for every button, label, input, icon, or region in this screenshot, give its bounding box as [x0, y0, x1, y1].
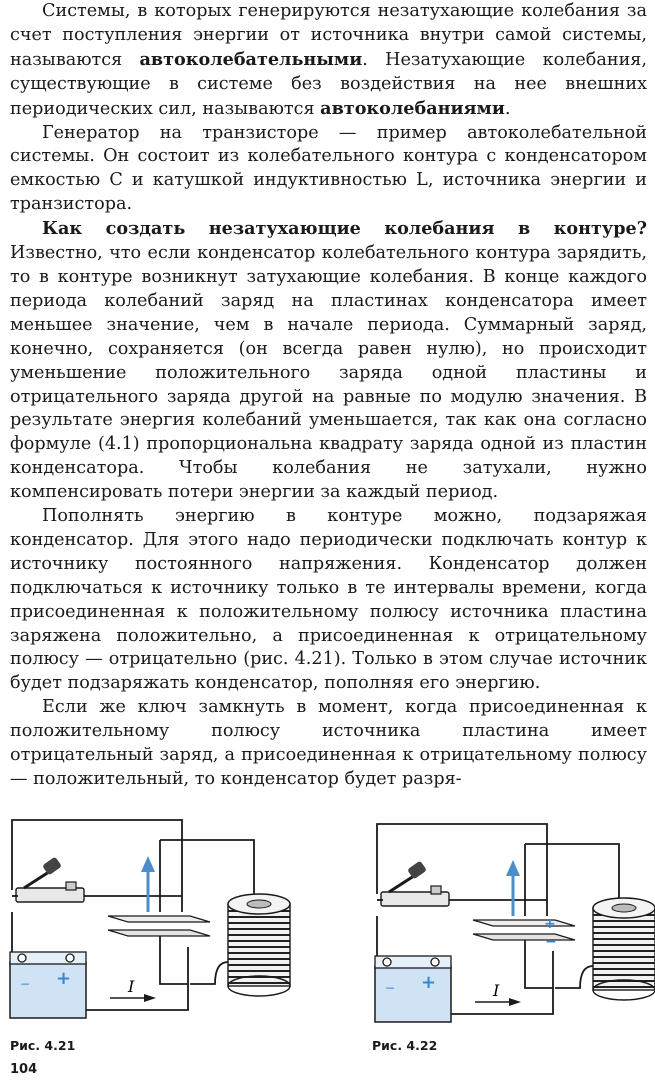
current-label: I — [128, 977, 135, 996]
paragraph-5: Если же ключ замкнуть в момент, когда присоединенная к положительному полюсу источника пластина имеет отрицательный заряд, а присоединенная к отрицательному полюсу — положительный, то конденсатор будет разря- — [10, 697, 647, 789]
figure-4-21 — [10, 820, 290, 1018]
battery-minus-sign: − — [20, 977, 31, 991]
page-number: 104 — [10, 1062, 38, 1077]
battery-plus-sign: + — [56, 968, 72, 989]
battery-plus-sign: + — [421, 972, 437, 993]
figure-4-22 — [375, 824, 655, 1022]
section-question: Как создать незатухающие колебания в контуре? — [42, 218, 647, 240]
paragraph-2: Генератор на транзисторе — пример автоколебательной системы. Он состоит из колебательного контура с конденсатором емкостью C и катушкой индуктивностью L, источника энергии и транзистора. — [10, 122, 647, 215]
figure-caption-4-21: Рис. 4.21 — [10, 1038, 76, 1053]
figure-caption-4-22: Рис. 4.22 — [372, 1038, 438, 1053]
plate-minus-sign: − — [545, 934, 557, 950]
body-text — [10, 0, 647, 792]
term-self-oscillating: автоколебательными — [139, 48, 363, 70]
battery-minus-sign: − — [385, 981, 396, 995]
paragraph-1: Системы, в которых генерируются незатухающие колебания за счет поступления энергии от источника внутри самой системы, называются автоколебательными. Незатухающие колебания, существующие в системе без воздействия на нее внешних периодических сил, называются автоколебаниями. — [10, 1, 647, 119]
figures — [0, 812, 655, 1042]
current-label: I — [493, 981, 500, 1000]
paragraph-3: Как создать незатухающие колебания в контуре? Известно, что если конденсатор колебательного контура зарядить, то в контуре возникнут затухающие колебания. В конце каждого периода колебаний заряд на пластинах конденсатора имеет меньшее значение, чем в начале периода. Суммарный заряд, конечно, сохраняется (он всегда равен нулю), но происходит уменьшение положительного заряда одной пластины и отрицательного заряда другой на равные по модулю значения. В результате энергия колебаний уменьшается, так как она согласно формуле (4.1) пропорциональна квадрату заряда одной из пластин конденсатора. Чтобы колебания не затухали, нужно компенсировать потери энергии за каждый период. — [10, 218, 647, 503]
paragraph-4: Пополнять энергию в контуре можно, подзаряжая конденсатор. Для этого надо периодически подключать контур к источнику постоянного напряжения. Конденсатор должен подключаться к источнику только в те интервалы времени, когда присоединенная к положительному полюсу источника пластина заряжена положительно, а присоединенная к отрицательному полюсу — отрицательно (рис. 4.21). Только в этом случае источник будет подзаряжать конденсатор, пополняя его энергию. — [10, 506, 647, 694]
term-self-oscillations: автоколебаниями — [320, 97, 505, 119]
plate-plus-sign: + — [544, 916, 556, 932]
